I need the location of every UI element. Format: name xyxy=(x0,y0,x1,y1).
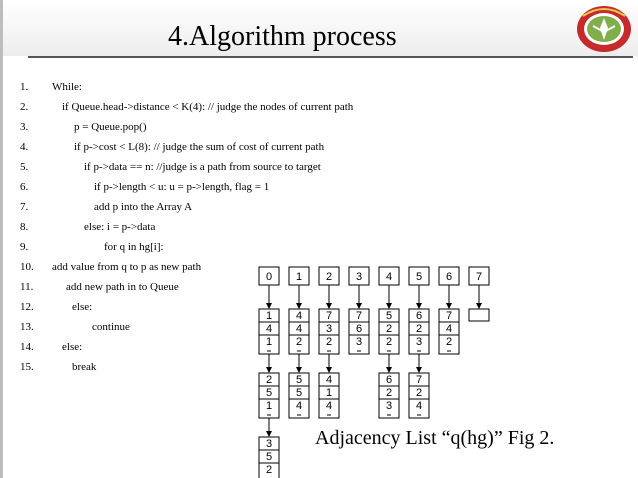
node-value: 7 xyxy=(445,310,453,322)
header-label: 4 xyxy=(385,271,393,283)
line-number: 9. xyxy=(20,241,29,253)
line-number: 5. xyxy=(20,161,29,173)
line-text: if p->data == n: //judge is a path from source to target xyxy=(84,161,321,173)
figure-caption: Adjacency List “q(hg)” Fig 2. xyxy=(315,427,555,449)
node-value: 6 xyxy=(415,310,423,322)
node-value: 2 xyxy=(385,387,393,399)
header-label: 5 xyxy=(415,271,423,283)
line-text: else: xyxy=(72,301,93,313)
university-logo xyxy=(575,4,633,54)
line-text: While: xyxy=(52,81,82,93)
line-number: 2. xyxy=(20,101,29,113)
empty-node xyxy=(469,309,489,321)
node-value: 1 xyxy=(325,387,333,399)
node-value: 2 xyxy=(415,387,423,399)
node-value: 1 xyxy=(265,310,273,322)
node-value: 7 xyxy=(325,310,333,322)
node-value: 2 xyxy=(415,323,423,335)
header-label: 7 xyxy=(475,271,483,283)
node-value: 7 xyxy=(415,374,423,386)
node-value: 6 xyxy=(385,374,393,386)
line-text: add p into the Array A xyxy=(94,201,193,213)
line-number: 7. xyxy=(20,201,29,213)
line-text: add value from q to p as new path xyxy=(52,261,202,273)
line-number: 3. xyxy=(20,121,29,133)
line-number: 12. xyxy=(20,301,34,313)
node-value: 4 xyxy=(415,400,423,412)
line-number: 11. xyxy=(20,281,34,293)
node-value: 7 xyxy=(355,310,363,322)
node-value: 4 xyxy=(325,400,333,412)
line-text: if Queue.head->distance < K(4): // judge the nodes of current path xyxy=(62,101,354,113)
node-value: 2 xyxy=(325,336,333,348)
line-number: 14. xyxy=(20,341,34,353)
node-value: 2 xyxy=(385,336,393,348)
node-value: 3 xyxy=(355,336,363,348)
header-label: 3 xyxy=(355,271,363,283)
node-value: 4 xyxy=(265,323,273,335)
line-number: 10. xyxy=(20,261,34,273)
header-label: 6 xyxy=(445,271,453,283)
node-value: 5 xyxy=(295,387,303,399)
left-rule xyxy=(0,0,3,478)
node-value: 5 xyxy=(265,451,273,463)
node-value: 5 xyxy=(385,310,393,322)
line-number: 13. xyxy=(20,321,34,333)
node-value: 4 xyxy=(295,310,303,322)
node-value: 2 xyxy=(295,336,303,348)
line-number: 6. xyxy=(20,181,29,193)
node-value: 3 xyxy=(325,323,333,335)
node-value: 3 xyxy=(415,336,423,348)
node-value: 4 xyxy=(325,374,333,386)
node-value: 4 xyxy=(295,400,303,412)
line-text: if p->cost < L(8): // judge the sum of cost of current path xyxy=(74,141,325,153)
slide-title: 4.Algorithm process xyxy=(168,21,397,52)
line-text: for q in hg[i]: xyxy=(104,241,164,253)
line-text: break xyxy=(72,361,97,373)
node-value: 1 xyxy=(265,400,273,412)
header-label: 0 xyxy=(265,271,273,283)
line-number: 15. xyxy=(20,361,34,373)
line-text: continue xyxy=(92,321,130,333)
line-number: 4. xyxy=(20,141,29,153)
line-text: if p->length < u: u = p->length, flag = 1 xyxy=(94,181,270,193)
node-value: 5 xyxy=(265,387,273,399)
node-value: 6 xyxy=(355,323,363,335)
node-value: 2 xyxy=(385,323,393,335)
line-number: 8. xyxy=(20,221,29,233)
header-label: 1 xyxy=(295,271,303,283)
line-text: else: xyxy=(62,341,83,353)
node-value: 3 xyxy=(265,438,273,450)
node-value: 2 xyxy=(445,336,453,348)
header-label: 2 xyxy=(325,271,333,283)
line-number: 1. xyxy=(20,81,29,93)
line-text: add new path in to Queue xyxy=(66,281,179,293)
line-text: else: i = p->data xyxy=(84,221,156,233)
node-value: 1 xyxy=(265,336,273,348)
line-text: p = Queue.pop() xyxy=(74,121,147,133)
node-value: 3 xyxy=(385,400,393,412)
node-value: 2 xyxy=(265,464,273,476)
node-value: 4 xyxy=(295,323,303,335)
node-value: 2 xyxy=(265,374,273,386)
title-underline xyxy=(28,56,633,58)
node-value: 4 xyxy=(445,323,453,335)
node-value: 5 xyxy=(295,374,303,386)
